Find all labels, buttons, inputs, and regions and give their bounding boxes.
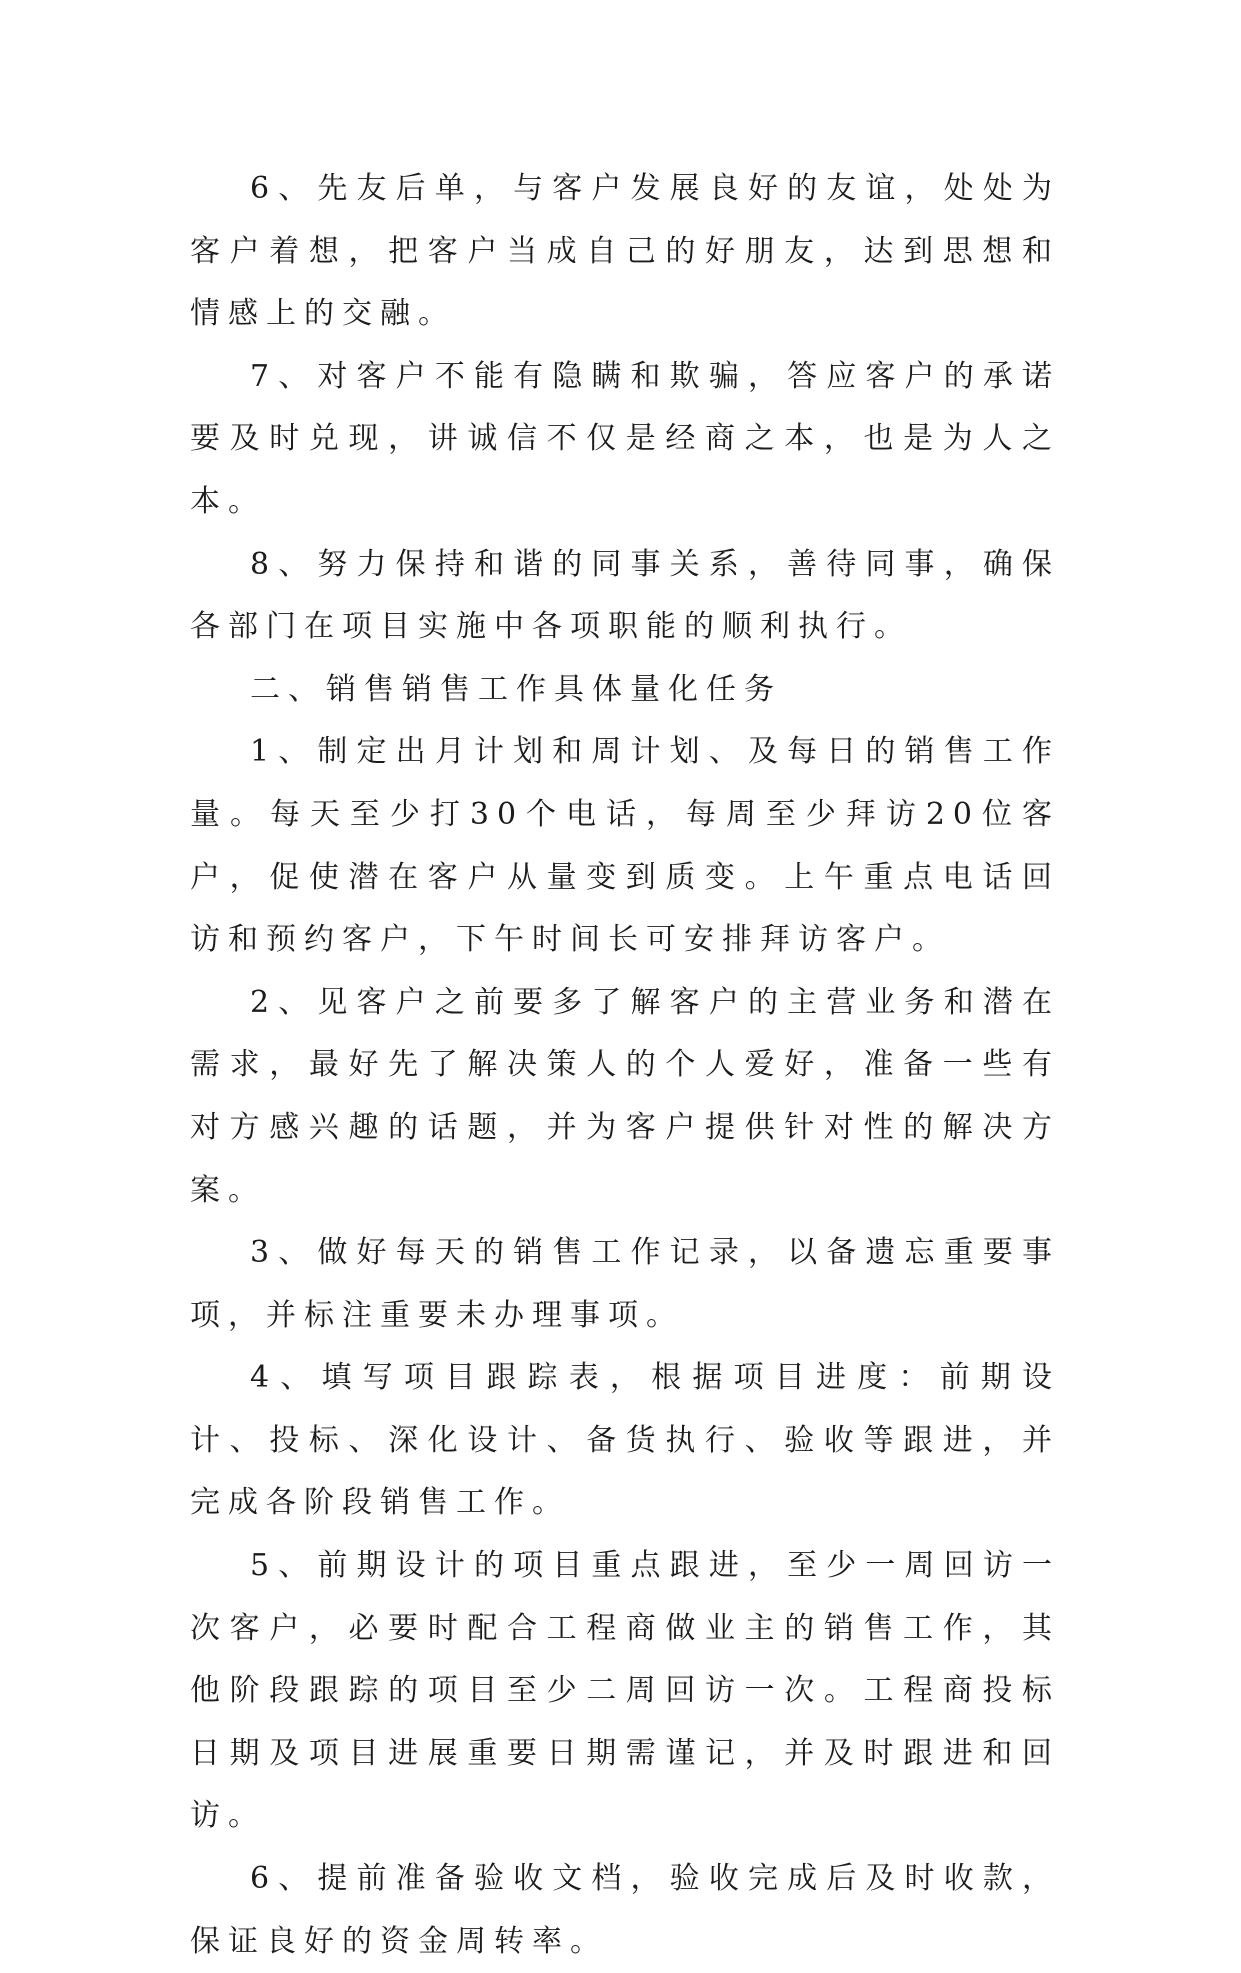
paragraph-task-6-acceptance: 6、提前准备验收文档，验收完成后及时收款，保证良好的资金周转率。 (190, 1861, 1060, 1959)
paragraph-task-2-client-research: 2、见客户之前要多了解客户的主营业务和潜在需求，最好先了解决策人的个人爱好，准备一些有对方感兴趣的话题，并为客户提供针对性的解决方案。 (190, 984, 1060, 1208)
document-body (190, 158, 1060, 1973)
paragraph-task-1-planning: 1、制定出月计划和周计划、及每日的销售工作量。每天至少打30个电话，每周至少拜访20位客户，促使潜在客户从量变到质变。上午重点电话回访和预约客户，下午时间长可安排拜访客户。 (190, 734, 1060, 958)
paragraph-task-5-follow-up: 5、前期设计的项目重点跟进，至少一周回访一次客户，必要时配合工程商做业主的销售工作，其他阶段跟踪的项目至少二周回访一次。工程商投标日期及项目进展重要日期需谨记，并及时跟进和回访。 (190, 1548, 1060, 1834)
paragraph-item-7-honesty: 7、对客户不能有隐瞒和欺骗，答应客户的承诺要及时兑现，讲诚信不仅是经商之本，也是为人之本。 (190, 358, 1060, 519)
section-heading-quantified-tasks: 二、销售销售工作具体量化任务 (250, 671, 782, 707)
paragraph-task-4-project-tracking: 4、填写项目跟踪表，根据项目进度：前期设计、投标、深化设计、备货执行、验收等跟进，并完成各阶段销售工作。 (190, 1360, 1060, 1521)
paragraph-item-6-friendship: 6、先友后单，与客户发展良好的友谊，处处为客户着想，把客户当成自己的好朋友，达到思想和情感上的交融。 (190, 171, 1060, 332)
paragraph-task-3-work-log: 3、做好每天的销售工作记录，以备遗忘重要事项，并标注重要未办理事项。 (190, 1235, 1060, 1333)
paragraph-item-8-colleagues: 8、努力保持和谐的同事关系，善待同事，确保各部门在项目实施中各项职能的顺利执行。 (190, 546, 1060, 645)
